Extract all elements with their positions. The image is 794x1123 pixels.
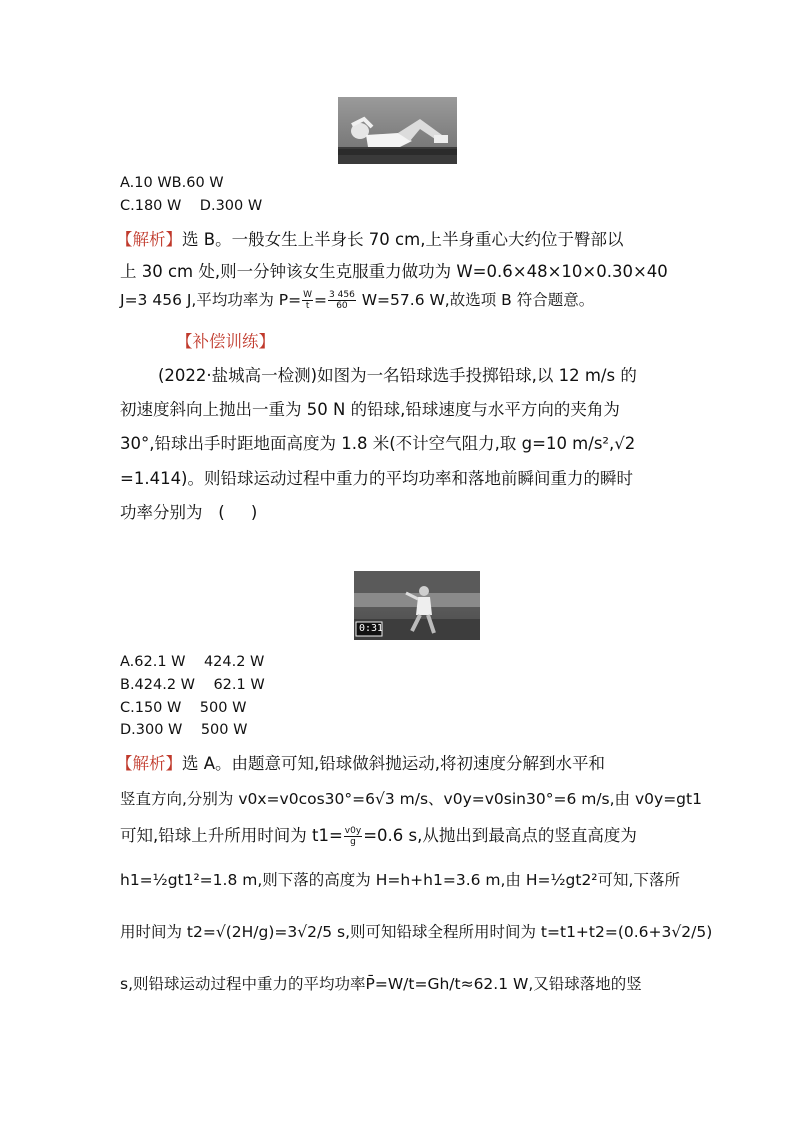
problem2-line1: (2022·盐城高一检测)如图为一名铅球选手投掷铅球,以 12 m/s 的 <box>158 366 637 385</box>
fraction-v0y-over-g: $\frac{v0y}{g}$ <box>344 826 362 847</box>
scoreboard-time: 0:31 <box>359 623 384 634</box>
solution1-line1: 【解析】选 B。一般女生上半身长 70 cm,上半身重心大约位于臀部以 <box>116 230 624 249</box>
option-ab: A.10 WB.60 W <box>120 175 224 191</box>
option-d: D.300 W 500 W <box>120 722 248 738</box>
problem2-line2: 初速度斜向上抛出一重为 50 N 的铅球,铅球速度与水平方向的夹角为 <box>120 400 620 419</box>
problem2-line3: 30°,铅球出手时距地面高度为 1.8 米(不计空气阻力,取 g=10 m/s²,√2 <box>120 434 636 453</box>
solution-tag: 【解析】 <box>116 230 182 249</box>
solution1-line2: 上 30 cm 处,则一分钟该女生克服重力做功为 W=0.6×48×10×0.30×40 <box>120 262 668 281</box>
section-title: 【补偿训练】 <box>176 332 275 351</box>
problem2-line4: =1.414)。则铅球运动过程中重力的平均功率和落地前瞬间重力的瞬时 <box>120 469 633 488</box>
solution2-line6: s,则铅球运动过程中重力的平均功率P̄=W/t=Gh/t≈62.1 W,又铅球落地的竖 <box>120 975 642 993</box>
fraction-w-over-t: $\frac{W}{t}$ <box>303 290 313 311</box>
problem2-line5: 功率分别为 ( ) <box>120 503 258 522</box>
solution2-line1: 【解析】选 A。由题意可知,铅球做斜抛运动,将初速度分解到水平和 <box>116 754 606 773</box>
solution2-line4: h1=½gt1²=1.8 m,则下落的高度为 H=h+h1=3.6 m,由 H=½gt2²可知,下落所 <box>120 871 680 889</box>
shotput-photo <box>354 571 480 640</box>
solution2-tag: 【解析】 <box>116 754 182 773</box>
solution2-line5: 用时间为 t2=√(2H/g)=3√2/5 s,则可知铅球全程所用时间为 t=t1+t2=(0.6+3√2/5) <box>120 923 713 941</box>
situp-photo <box>338 97 457 164</box>
fraction-3456-over-60: $\frac{3 456}{60}$ <box>329 290 355 311</box>
solution2-line2: 竖直方向,分别为 v0x=v0cos30°=6√3 m/s、v0y=v0sin30°=6 m/s,由 v0y=gt1 <box>120 790 702 808</box>
option-cd: C.180 W D.300 W <box>120 198 263 214</box>
solution2-line3: 可知,铅球上升所用时间为 t1= $\frac{v0y}{g}$ =0.6 s,从抛出到最高点的竖直高度为 <box>120 826 637 847</box>
option-a: A.62.1 W 424.2 W <box>120 654 265 670</box>
solution1-line3: J=3 456 J,平均功率为 P= $\frac{W}{t}$ = $\frac{3 456}{60}$ W=57.6 W,故选项 B 符合题意。 <box>120 290 595 311</box>
option-c: C.150 W 500 W <box>120 700 247 716</box>
option-b: B.424.2 W 62.1 W <box>120 677 265 693</box>
